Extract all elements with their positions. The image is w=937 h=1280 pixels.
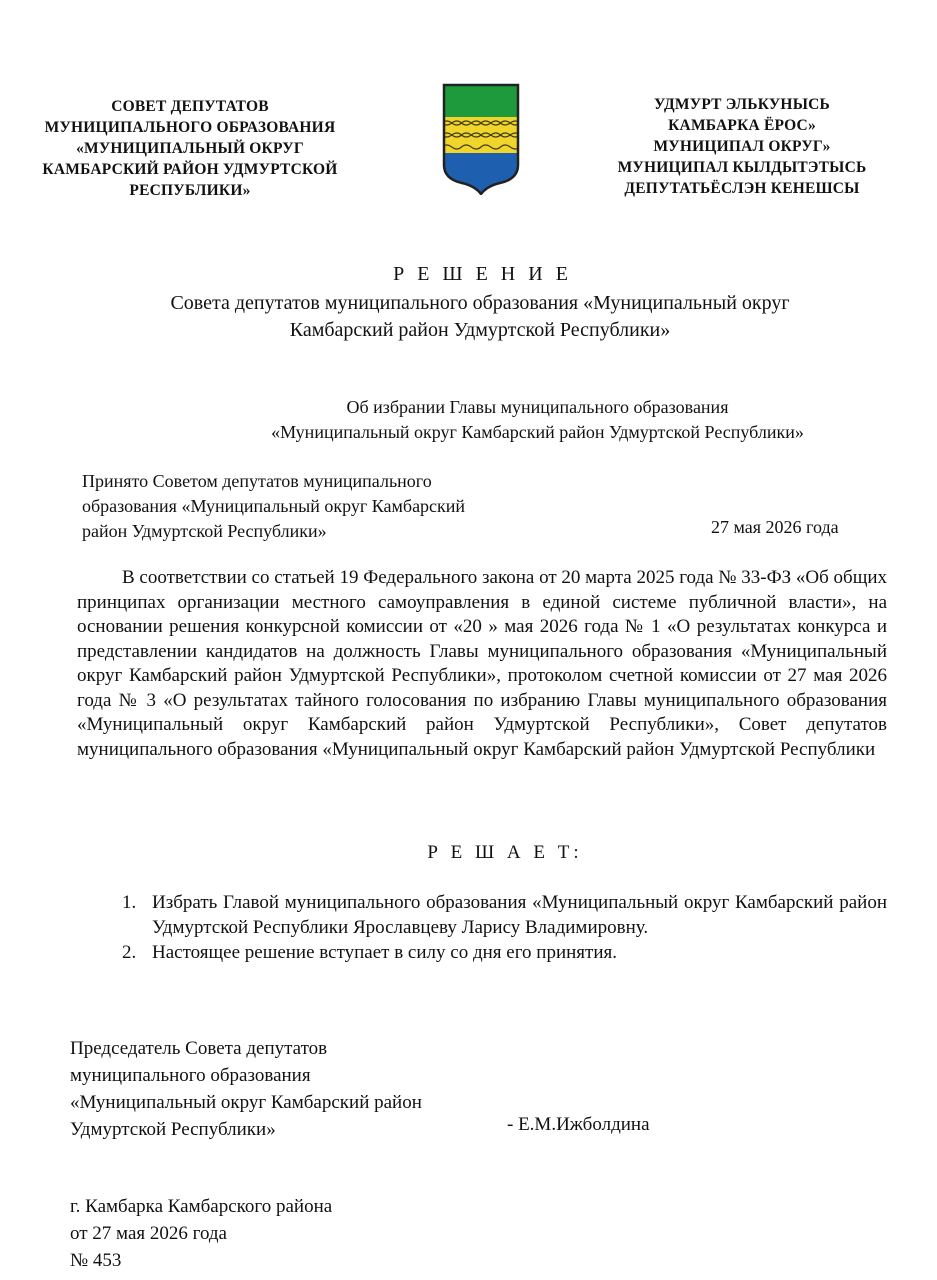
list-item (122, 940, 887, 965)
header-line: МУНИЦИПАЛЬНОГО ОБРАЗОВАНИЯ (44, 119, 336, 136)
header-line: СОВЕТ ДЕПУТАТОВ (111, 98, 269, 115)
signature-line: Удмуртской Республики» (70, 1119, 276, 1140)
council-name-russian (10, 96, 370, 201)
document-topic (60, 395, 937, 445)
header-line: МУНИЦИПАЛ КЫЛДЫТЭТЫСЬ (617, 159, 867, 176)
header-line: «МУНИЦИПАЛЬНЫЙ ОКРУГ (76, 140, 304, 157)
list-item (122, 890, 887, 940)
header-line: КАМБАРСКИЙ РАЙОН УДМУРТСКОЙ (42, 161, 338, 178)
document-subtitle (60, 290, 900, 344)
decision-list (122, 890, 887, 965)
item-number: 1. (122, 892, 137, 913)
header-line: МУНИЦИПАЛ ОКРУГ» (653, 138, 831, 155)
item-text: Избрать Главой муниципального образования «Муниципальный округ Камбарский район Удмуртской Республики Ярославцеву Ларису Владимировну. (152, 892, 887, 938)
document-footer (70, 1193, 332, 1274)
coat-of-arms-icon (442, 83, 520, 195)
signature-line: «Муниципальный округ Камбарский район (70, 1092, 422, 1113)
signature-line: муниципального образования (70, 1065, 311, 1086)
footer-place: г. Камбарка Камбарского района (70, 1196, 333, 1217)
header-line: ДЕПУТАТЬЁСЛЭН КЕНЕШСЫ (624, 180, 860, 197)
topic-line: «Муниципальный округ Камбарский район Удмуртской Республики» (271, 422, 804, 442)
header-line: РЕСПУБЛИКИ» (129, 182, 251, 199)
footer-number: № 453 (70, 1250, 122, 1271)
council-name-udmurt (592, 94, 892, 199)
preamble-paragraph: В соответствии со статьей 19 Федерального закона от 20 марта 2025 года № 33-ФЗ «Об общих принципах организации местного самоуправления в единой системе публичной власти», на основании решения конкурсной комиссии от «20 » мая 2026 года № 1 «О результатах конкурса и представлении кандидатов на должность Главы муниципального образования «Муниципальный округ Камбарский район Удмуртской Республики», протоколом счетной комиссии от 27 мая 2026 года № 3 «О результатах тайного голосования по избранию Главы муниципального образования «Муниципальный округ Камбарский район Удмуртской Республики», Совет депутатов муниципального образования «Муниципальный округ Камбарский район Удмуртской Республики (77, 567, 887, 760)
adopted-line: Принято Советом депутатов муниципального (82, 471, 432, 491)
header-line: УДМУРТ ЭЛЬКУНЫСЬ (654, 96, 830, 113)
topic-line: Об избрании Главы муниципального образования (346, 397, 729, 417)
decides-heading: Р Е Ш А Е Т: (427, 842, 583, 863)
subtitle-line: Камбарский район Удмуртской Республики» (289, 319, 671, 341)
item-text: Настоящее решение вступает в силу со дня его принятия. (152, 942, 617, 963)
header-line: КАМБАРКА ЁРОС» (668, 117, 816, 134)
adopted-line: образования «Муниципальный округ Камбарский (82, 496, 466, 516)
footer-date: от 27 мая 2026 года (70, 1223, 227, 1244)
adopted-line: район Удмуртской Республики» (82, 521, 327, 541)
subtitle-line: Совета депутатов муниципального образования «Муниципальный округ (170, 292, 790, 314)
signatory-name: - Е.М.Ижболдина (507, 1114, 650, 1135)
adopted-date: 27 мая 2026 года (711, 517, 839, 537)
adopted-by (82, 469, 582, 544)
signature-line: Председатель Совета депутатов (70, 1038, 328, 1059)
document-title: Р Е Ш Е Н И Е (393, 263, 572, 285)
item-number: 2. (122, 942, 137, 963)
